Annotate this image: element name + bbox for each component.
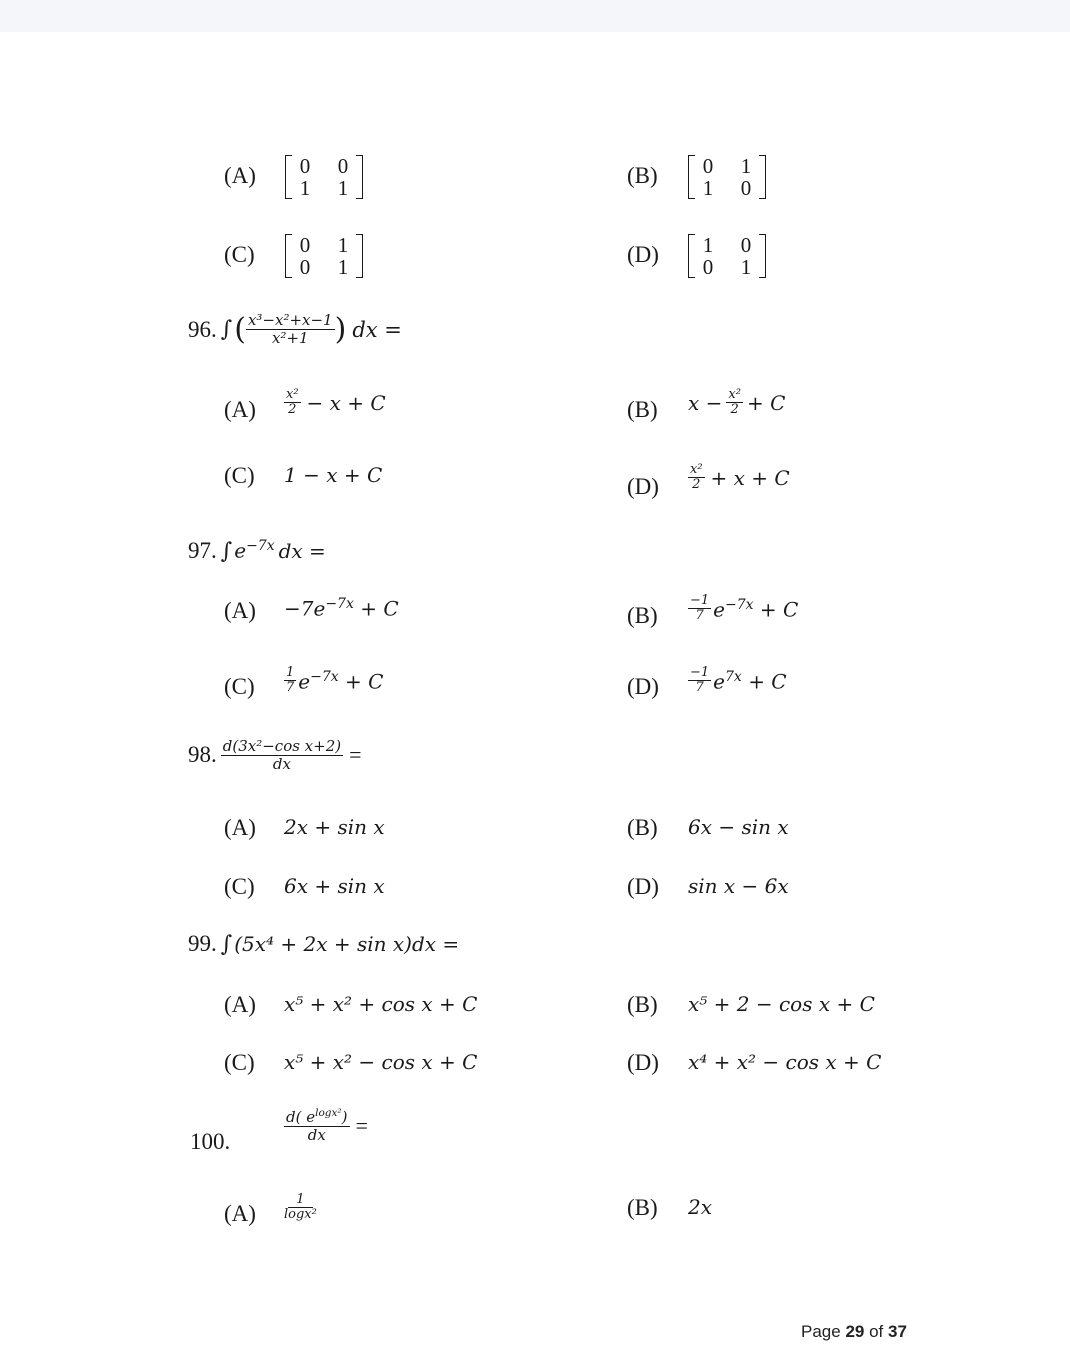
option-label: (A)	[224, 1201, 256, 1226]
option-label: (D)	[627, 674, 659, 699]
option-label: (A)	[224, 992, 256, 1017]
option-label: (D)	[627, 1050, 659, 1075]
option-b-expr: x − $\frac{\text{x²}}{2}$ + C	[688, 387, 786, 418]
option-label: (B)	[627, 397, 658, 422]
option-label: (A)	[224, 163, 256, 188]
integral-sign-icon: ∫	[220, 932, 233, 957]
option-label: (C)	[224, 242, 255, 267]
option-c-expr: x⁵ + x² − cos x + C	[284, 1050, 478, 1074]
page-number: Page 29 of 37	[801, 1322, 907, 1341]
integrand-fraction: $\frac{\text{x³−x²+x−1}}{\text{x²+1}}$	[247, 311, 333, 347]
matrix-b: 0 1 1 0	[688, 155, 766, 199]
option-a-expr: $\frac{1}{\text{logx²}}$	[284, 1192, 317, 1223]
question-number: 100.	[190, 1129, 231, 1154]
option-a-expr: $\frac{\text{x²}}{2}$ − x + C	[286, 387, 386, 418]
option-c-expr: 1 − x + C	[284, 463, 383, 487]
option-label: (A)	[224, 598, 256, 623]
option-c-expr: 6x + sin x	[284, 874, 385, 898]
derivative-fraction: $\frac{\text{d(3x²−cos x+2)}}{dx}$	[222, 737, 342, 773]
integral-sign-icon: ∫	[220, 539, 233, 564]
option-a-expr: 2x + sin x	[284, 815, 385, 839]
question-100: $\frac{d( e^{logx^2})}{dx}$ =	[286, 1107, 368, 1144]
option-b-expr: 6x − sin x	[688, 815, 789, 839]
derivative-fraction: $\frac{d( e^{logx^2})}{dx}$	[286, 1107, 348, 1144]
option-label: (B)	[627, 603, 658, 628]
question-98: 98. $\frac{\text{d(3x²−cos x+2)}}{dx}$ =	[188, 737, 362, 773]
option-label: (D)	[627, 242, 659, 267]
question-96: 96. ∫ ( $\frac{\text{x³−x²+x−1}}{\text{x²+1}}$ ) dx =	[188, 311, 402, 347]
option-label: (A)	[224, 815, 256, 840]
option-c-expr: $\frac{1}{7}$ $e^{-7x} + C$	[286, 665, 384, 696]
question-99: 99. ∫ (5x⁴ + 2x + sin x)dx =	[188, 931, 460, 957]
matrix-d: 1 0 0 1	[688, 234, 766, 278]
option-label: (D)	[627, 874, 659, 899]
matrix-a: 0 0 1 1	[285, 155, 363, 199]
option-a-expr: $-7e^{-7x} + C$	[284, 596, 399, 621]
option-label: (C)	[224, 674, 255, 699]
option-label: (B)	[627, 992, 658, 1017]
option-label: (B)	[627, 163, 658, 188]
question-number: 96.	[188, 316, 217, 342]
option-label: (D)	[627, 474, 659, 499]
option-label: (C)	[224, 463, 255, 488]
option-b-expr: 2x	[688, 1195, 713, 1219]
option-label: (B)	[627, 815, 658, 840]
option-a-expr: x⁵ + x² + cos x + C	[284, 992, 478, 1016]
option-d-expr: sin x − 6x	[688, 874, 789, 898]
option-label: (C)	[224, 874, 255, 899]
question-97: 97. ∫ $e^{-7x}$ dx =	[188, 538, 326, 564]
option-label: (C)	[224, 1050, 255, 1075]
option-d-expr: $\frac{\text{x²}}{2}$ + x + C	[690, 462, 790, 493]
matrix-c: 0 1 0 1	[285, 234, 363, 278]
option-label: (A)	[224, 397, 256, 422]
option-label: (B)	[627, 1195, 658, 1220]
integral-sign-icon: ∫	[220, 317, 233, 342]
option-d-expr: $\frac{-1}{7}$ $e^{7x} + C$	[690, 665, 787, 696]
top-bar	[0, 0, 1070, 32]
option-b-expr: x⁵ + 2 − cos x + C	[688, 992, 875, 1016]
option-d-expr: x⁴ + x² − cos x + C	[688, 1050, 882, 1074]
option-b-expr: $\frac{-1}{7}$ $e^{-7x} + C$	[690, 593, 799, 624]
